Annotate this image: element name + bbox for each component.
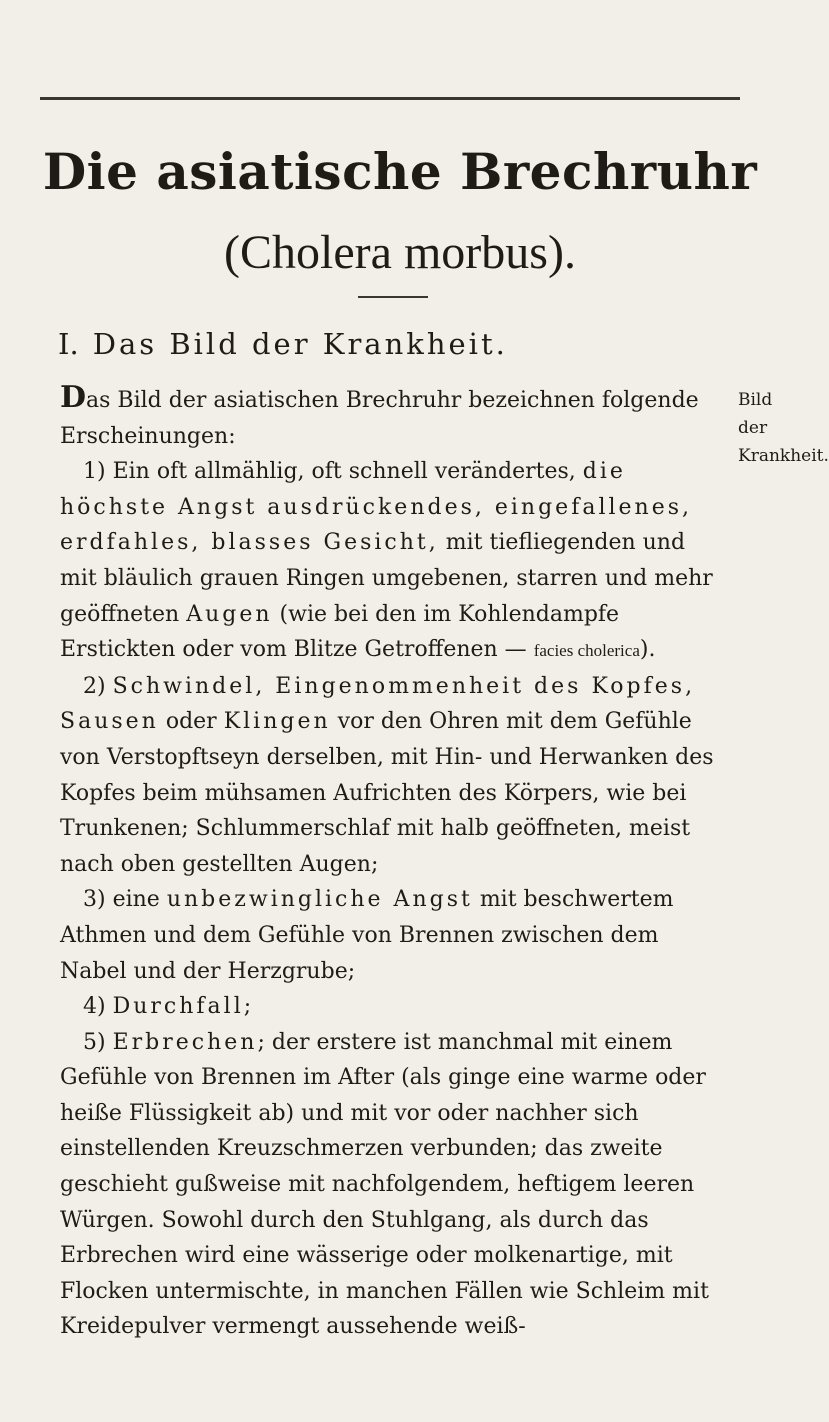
section-heading-text: Das Bild der Krankheit. bbox=[92, 327, 508, 361]
item-number: 1) bbox=[83, 459, 113, 485]
item-text: ; bbox=[243, 994, 252, 1020]
item-text: vor den Ohren mit dem Gefühle von Verstopftseyn derselben, mit Hin- und Herwanken des Kopfes beim mühsamen Aufrichten des Körpers, wie bei Trunkenen; Schlummerschlaf mit halb geöffneten, meist nach oben gestellten Augen; bbox=[60, 709, 714, 877]
chapter-subtitle: (Cholera morbus). bbox=[224, 226, 576, 279]
item-text: ; der erstere ist manchmal mit einem Gefühle von Brennen im After (als ginge eine warme oder heiße Flüssigkeit ab) und mit vor oder nachher sich einstellenden Kreuzschmerzen verbunden; das zweite geschieht gußweise mit nachfolgendem, heftigem leeren Würgen. Sowohl durch den Stuhlgang, als durch das Erbrechen wird eine wässerige oder molkenartige, mit Flocken untermischte, in manchen Fällen wie Schleim mit Kreidepulver vermengt aussehende weiß- bbox=[60, 1029, 709, 1340]
item-text: oder bbox=[158, 709, 224, 735]
spaced-emphasis: unbezwingliche Angst bbox=[166, 887, 473, 913]
symptom-item bbox=[60, 882, 724, 989]
spaced-emphasis: Augen bbox=[186, 601, 273, 627]
body-text bbox=[60, 380, 724, 1345]
symptom-item bbox=[60, 669, 724, 883]
spaced-emphasis: die höchste Angst ausdrückendes, eingefallenes, erdfahles, blasses Gesicht, bbox=[60, 459, 693, 556]
spaced-emphasis: Durchfall bbox=[112, 994, 244, 1020]
spaced-emphasis: Erbrechen bbox=[112, 1029, 258, 1055]
margin-note bbox=[738, 386, 829, 470]
item-number: 4) bbox=[83, 994, 113, 1020]
item-text: ). bbox=[639, 637, 656, 663]
item-text: eine bbox=[112, 887, 167, 913]
item-number: 3) bbox=[83, 887, 113, 913]
item-number: 5) bbox=[83, 1029, 113, 1055]
symptom-item bbox=[60, 454, 724, 669]
symptom-item bbox=[60, 1025, 724, 1345]
item-number: 2) bbox=[83, 673, 113, 699]
section-number: I. bbox=[58, 327, 79, 361]
symptom-list bbox=[60, 454, 724, 1345]
top-rule bbox=[40, 97, 740, 100]
item-text: mit beschwertem Athmen und dem Gefühle von Brennen zwischen dem Nabel und der Herzgrube; bbox=[60, 887, 674, 984]
margin-note-line-2: Krankheit. bbox=[738, 446, 829, 466]
spaced-emphasis: Schwindel, Eingenommenheit des Kopfes, Sausen bbox=[60, 673, 696, 735]
item-text: mit tiefliegenden und mit bläulich grauen Ringen umgebenen, starren und mehr geöffneten bbox=[60, 530, 713, 627]
margin-note-line-1: Bild der bbox=[738, 390, 773, 438]
intro-paragraph bbox=[60, 380, 724, 454]
item-text: Ein oft allmählig, oft schnell verändertes, bbox=[112, 459, 583, 485]
spaced-emphasis: Klingen bbox=[223, 709, 331, 735]
intro-text: as Bild der asiatischen Brechruhr bezeichnen folgende Erscheinungen: bbox=[60, 388, 699, 449]
chapter-title: Die asiatische Brechruhr bbox=[42, 142, 758, 201]
section-heading bbox=[58, 327, 758, 361]
title-divider bbox=[358, 296, 428, 298]
item-text: (wie bei den im Kohlendampfe Erstickten oder vom Blitze Getroffenen — bbox=[60, 601, 620, 663]
symptom-item bbox=[60, 989, 724, 1025]
drop-cap: D bbox=[60, 380, 87, 415]
latin-term: facies cholerica bbox=[533, 641, 640, 661]
